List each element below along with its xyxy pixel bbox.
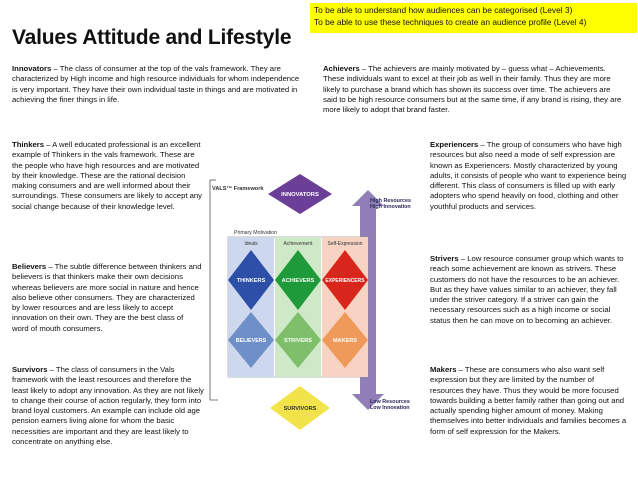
label-believers: BELIEVERS <box>235 338 267 344</box>
paragraph-thinkers <box>12 140 204 212</box>
term-experiencers: Experiencers <box>430 140 479 149</box>
objective-level-3: To be able to understand how audiences can be categorised (Level 3) <box>314 5 573 15</box>
paragraph-believers <box>12 262 202 334</box>
text-believers: – The subtle difference between thinkers and believers is that thinkers make their own decisions whereas believers are more social in nature and hence also believe other consumers. They are characterized by lower resources and are less likely to accept innovation on their own. They are the best class of word of mouth consumers. <box>12 262 202 333</box>
label-strivers: STRIVERS <box>284 338 312 344</box>
column-self-expression-label: Self-Expression <box>327 241 363 247</box>
label-achievers: ACHIEVERS <box>281 278 315 284</box>
paragraph-innovators <box>12 64 300 105</box>
vals-framework-diagram <box>206 174 428 478</box>
paragraph-achievers <box>323 64 623 115</box>
term-achievers: Achievers <box>323 64 360 73</box>
learning-objectives-banner <box>310 3 637 33</box>
high-innovation-label: High Innovation <box>370 204 411 210</box>
page-title: Values Attitude and Lifestyle <box>12 26 292 49</box>
text-achievers: – The achievers are mainly motivated by – guess what – Achievements. These individuals want to excel at their job as well in their family. Thus they are more likely to purchase a brand which has shown its success over time. The achievers are said to be high resource consumers but at the same time, if any brand is rising, they are more likely to adopt that brand faster. <box>323 64 622 115</box>
low-innovation-label: Low Innovation <box>370 405 410 411</box>
objective-level-4: To be able to use these techniques to create an audience profile (Level 4) <box>314 16 587 27</box>
label-thinkers: THINKERS <box>236 278 266 284</box>
text-strivers: – Low resource consumer group which wants to reach some achievement are known as strivers. These customers do not have the resources to be an achiever. But as they have values similar to an achiever, they fall under the striver category. If a striver can gain the necessary resources such as a high income or social status then he can move on to becoming an achiever. <box>430 254 624 325</box>
high-resources-label: High Resources <box>370 198 412 204</box>
paragraph-makers <box>430 365 628 437</box>
term-innovators: Innovators <box>12 64 52 73</box>
term-strivers: Strivers <box>430 254 459 263</box>
paragraph-experiencers <box>430 140 628 212</box>
text-experiencers: – The group of consumers who have high resources but also need a mode of self expression are known as Experiencers. Mostly characterized by young adults, it consists of people who want to experience being different. This class of consumers is filled up with early adopters who spend heavily on food, clothing and other youthful products and services. <box>430 140 627 211</box>
term-makers: Makers <box>430 365 457 374</box>
text-survivors: – The class of consumers in the Vals framework with the least resources and therefore the least likely to adopt any innovation. As they are not likely to change their course of action regularly, they form into brand loyal customers. An example can include old age pension earners living alone for whom the basic necessities are important and they are least likely to concentrate on anything else. <box>12 365 204 447</box>
text-thinkers: – A well educated professional is an excellent example of Thinkers in the vals framework. These are the people who have high resources and are motivated by their knowledge. These are the rational decision making consumers and are well informed about their surroundings. These consumers are likely to accept any social change because of their knowledge level. <box>12 140 203 211</box>
text-innovators: – The class of consumer at the top of the vals framework. They are characterized by High income and high resource individuals for whom independence is very important. They have their own individual taste in things and are motivated in achieving the finer things in life. <box>12 64 300 104</box>
text-makers: – These are consumers who also want self expression but they are limited by the number of resources they have. Thus they would be more focused towards building a better family rather than going out and actually spending higher amount of money. Making themselves into better individuals and families becomes a form of self expression for the Makers. <box>430 365 627 436</box>
label-makers: MAKERS <box>332 338 358 344</box>
paragraph-strivers <box>430 254 628 326</box>
primary-motivation-label: Primary Motivation <box>234 230 277 236</box>
label-innovators: INNOVATORS <box>281 192 319 198</box>
frame-bracket <box>210 180 218 400</box>
framework-label: VALS™ Framework <box>212 186 264 192</box>
column-achievement-label: Achievement <box>283 241 313 247</box>
label-experiencers: EXPERIENCERS <box>325 278 365 284</box>
label-survivors: SURVIVORS <box>283 406 317 412</box>
term-survivors: Survivors <box>12 365 48 374</box>
term-thinkers: Thinkers <box>12 140 45 149</box>
low-resources-label: Low Resources <box>370 399 410 405</box>
column-ideals-label: Ideals <box>244 241 258 247</box>
paragraph-survivors <box>12 365 204 447</box>
term-believers: Believers <box>12 262 47 271</box>
